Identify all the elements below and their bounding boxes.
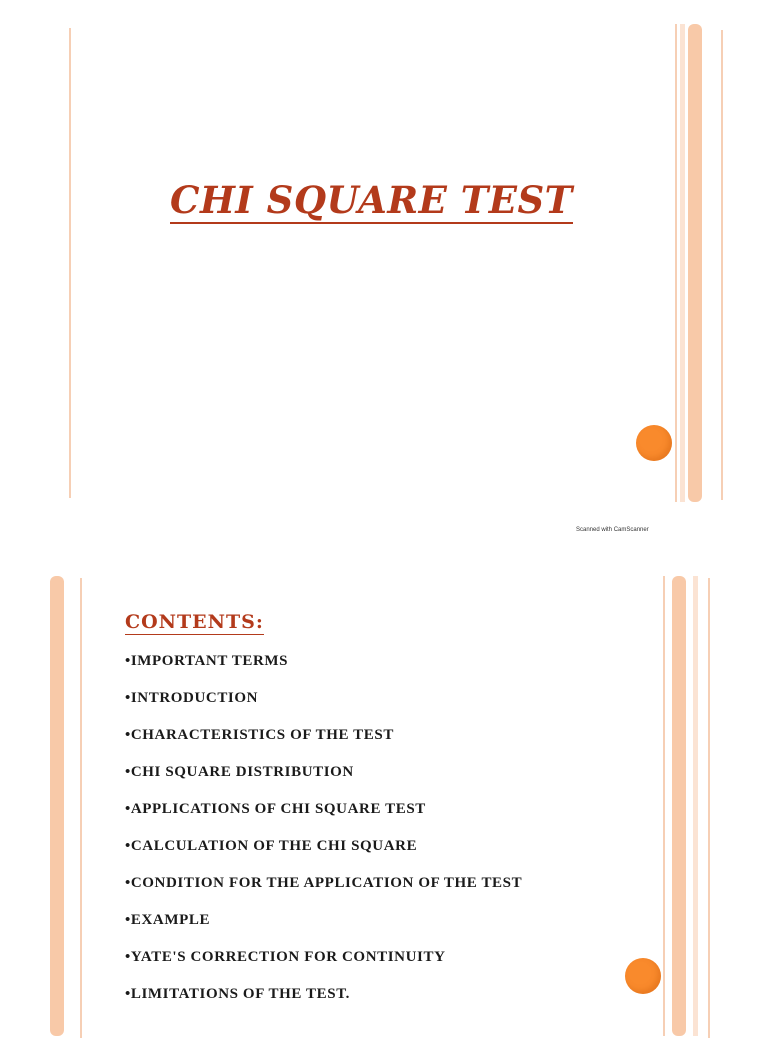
list-item: •LIMITATIONS OF THE TEST. <box>125 986 351 1002</box>
list-item: •YATE'S CORRECTION FOR CONTINUITY <box>125 949 446 965</box>
left-decor-stripe-thick <box>50 576 64 1036</box>
left-decor-stripe-thin <box>80 578 82 1038</box>
left-decor-stripe <box>69 28 71 498</box>
contents-slide <box>0 572 768 1024</box>
right-decor-stripe-mid <box>680 24 685 502</box>
list-item: •CONDITION FOR THE APPLICATION OF THE TEST <box>125 875 523 891</box>
right-decor-stripe-thin <box>675 24 677 502</box>
list-item: •CHARACTERISTICS OF THE TEST <box>125 727 394 743</box>
right-decor-stripe-outer <box>708 578 710 1038</box>
right-decor-stripe-thick <box>672 576 686 1036</box>
right-decor-stripe-mid <box>693 576 698 1036</box>
scanner-watermark: Scanned with CamScanner <box>576 527 649 533</box>
contents-list <box>125 652 522 1022</box>
list-item: •CHI SQUARE DISTRIBUTION <box>125 764 354 780</box>
list-item: •APPLICATIONS OF CHI SQUARE TEST <box>125 801 426 817</box>
list-item: •INTRODUCTION <box>125 690 259 706</box>
right-decor-stripe-outer <box>721 30 723 500</box>
right-decor-stripe-thin <box>663 576 665 1036</box>
right-decor-stripe-thick <box>688 24 702 502</box>
list-item: •IMPORTANT TERMS <box>125 653 289 669</box>
list-item: •EXAMPLE <box>125 912 211 928</box>
list-item: •CALCULATION OF THE CHI SQUARE <box>125 838 418 854</box>
contents-heading: CONTENTS: <box>125 611 264 633</box>
slide-title: CHI SQUARE TEST <box>170 178 573 222</box>
orange-dot-icon <box>625 958 661 994</box>
orange-dot-icon <box>636 425 672 461</box>
